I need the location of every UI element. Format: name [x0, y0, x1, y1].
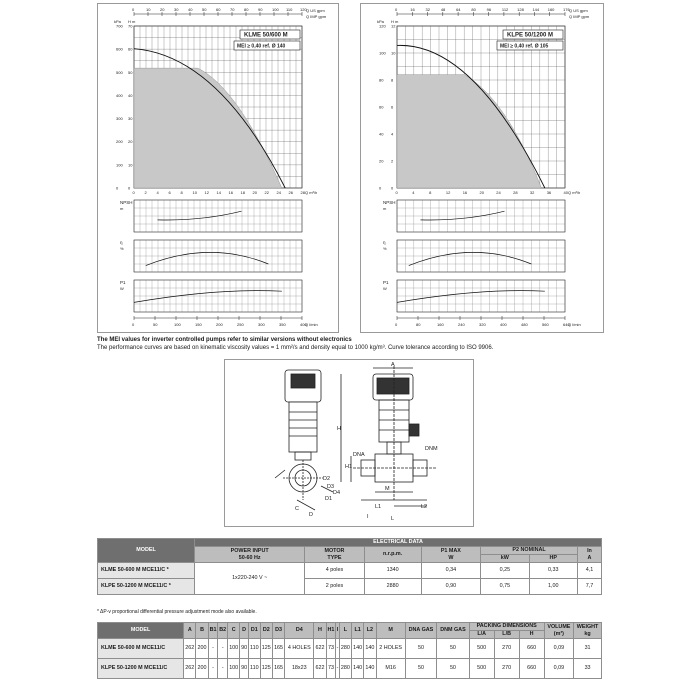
- row-volume: 0,09: [544, 639, 574, 659]
- kpa-tick-label: 500: [116, 69, 123, 75]
- bottom-axis-tick-label: 50: [153, 322, 158, 327]
- col-model: MODEL: [98, 539, 195, 563]
- kpa-tick-label: 100: [379, 50, 386, 56]
- mei-label: MEI ≥ 0,40 ref. Ø 105: [500, 43, 549, 50]
- dim-col-d4: D4: [285, 623, 314, 639]
- q-tick-label: 16: [462, 190, 468, 195]
- q-tick-label: 32: [529, 190, 535, 195]
- row-packing: 500: [469, 639, 494, 659]
- h-tick-label: 40: [128, 92, 133, 98]
- npsh-plot-unit: m: [120, 206, 124, 211]
- row-p1: 0,90: [421, 579, 481, 595]
- row-packing: 660: [519, 659, 544, 679]
- row-cell: -: [218, 639, 228, 659]
- row-cell: 200: [196, 639, 208, 659]
- row-cell: 4 HOLES: [285, 639, 314, 659]
- dim-col-packing-sub: L/A: [469, 631, 494, 639]
- q-unit: Q m³/h: [305, 190, 318, 195]
- bottom-axis-tick-label: 240: [458, 322, 465, 327]
- row-cell: 140: [352, 659, 364, 679]
- row-cell: 18x23: [285, 659, 314, 679]
- row-rpm: 1340: [364, 563, 421, 579]
- p1-plot: [397, 280, 565, 312]
- top-axis-tick-label: 128: [517, 7, 524, 12]
- dim-col-weight: WEIGHT kg: [574, 623, 602, 639]
- row-cell: 90: [240, 639, 249, 659]
- q-tick-label: 26: [288, 190, 293, 195]
- row-cell: 100: [228, 639, 240, 659]
- dim-label-c: C: [295, 506, 299, 512]
- top-axis-tick-label: 10: [146, 7, 151, 12]
- h-tick-label: 2: [391, 158, 394, 164]
- top-axis-tick-label: 144: [532, 7, 540, 12]
- top-axis-unit: Q US gpm: [306, 8, 325, 13]
- top-axis-tick-label: 16: [410, 7, 415, 12]
- technical-drawing-panel: [224, 359, 474, 527]
- pump-dimension-drawing: [225, 360, 473, 526]
- row-cell: 125: [260, 659, 272, 679]
- q-tick-label: 12: [204, 190, 209, 195]
- row-weight: 31: [574, 639, 602, 659]
- row-cell: 200: [196, 659, 208, 679]
- top-axis-tick-label: 176: [563, 7, 570, 12]
- dim-col-dnm-gas: DNM GAS: [437, 623, 469, 639]
- kpa-unit: kPa: [114, 19, 121, 24]
- row-cell: -: [336, 639, 339, 659]
- h-tick-label: 60: [128, 46, 133, 52]
- row-cell: 110: [248, 659, 260, 679]
- dim-col-m: M: [376, 623, 405, 639]
- dim-col-l2: L2: [364, 623, 376, 639]
- efficiency-plot-label: η: [120, 240, 123, 245]
- top-axis-tick-label: 112: [501, 7, 509, 12]
- q-tick-label: 4: [412, 190, 415, 195]
- q-tick-label: 4: [156, 190, 159, 195]
- row-cell: 622: [314, 639, 326, 659]
- bottom-axis-tick-label: 320: [479, 322, 486, 327]
- q-tick-label: 28: [513, 190, 518, 195]
- kpa-tick-label: 80: [379, 77, 384, 83]
- dimensions-table: [97, 622, 602, 679]
- dim-label-d2: D2: [323, 476, 331, 482]
- dim-col-a: A: [184, 623, 196, 639]
- dim-col-packing: PACKING DIMENSIONS: [469, 623, 544, 631]
- q-tick-label: 14: [216, 190, 221, 195]
- row-packing: 660: [519, 639, 544, 659]
- q-tick-label: 36: [546, 190, 552, 195]
- dim-label-h1: H1: [345, 464, 353, 470]
- top-axis-tick-label: 80: [471, 7, 476, 12]
- table-row: [98, 563, 602, 579]
- bottom-axis-tick-label: 160: [437, 322, 444, 327]
- row-model: KLPE 50-1200 M MCE11/C *: [98, 579, 195, 595]
- h-tick-label: 6: [391, 104, 394, 110]
- mei-label: MEI ≥ 0,40 ref. Ø 140: [237, 43, 286, 50]
- dim-col-c: C: [228, 623, 240, 639]
- bottom-axis-tick-label: 400: [500, 322, 507, 327]
- electrical-data-table: [97, 538, 602, 595]
- row-cell: 110: [248, 639, 260, 659]
- bottom-axis-tick-label: 100: [174, 322, 181, 327]
- h-unit: H m: [391, 19, 399, 24]
- q-tick-label: 2: [144, 190, 147, 195]
- row-model: KLME 50-600 M MCE11/C *: [98, 563, 195, 579]
- row-cell: 165: [272, 639, 284, 659]
- h-tick-label: 0: [391, 185, 394, 191]
- row-cell: 165: [272, 659, 284, 679]
- electrical-title: ELECTRICAL DATA: [195, 539, 602, 547]
- dim-col-packing-sub: H: [519, 631, 544, 639]
- dim-label-l2: L2: [421, 504, 428, 510]
- q-tick-label: 22: [264, 190, 269, 195]
- top-axis-tick-label: 50: [202, 7, 207, 12]
- kpa-tick-label: 40: [379, 131, 384, 137]
- p1-plot-unit: W: [383, 286, 387, 291]
- dim-col-i: I: [336, 623, 339, 639]
- bottom-axis-tick-label: 80: [416, 322, 421, 327]
- row-cell: 262: [184, 659, 196, 679]
- row-model: KLPE 50-1200 M MCE11/C: [98, 659, 184, 679]
- dim-col-d: D: [240, 623, 249, 639]
- bottom-axis-tick-label: 480: [521, 322, 528, 327]
- performance-note: The performance curves are based on kinematic viscosity values = 1 mm²/s and density equal to 1000 kg/m³. Curve tolerance according to ISO 9906.: [97, 345, 494, 351]
- q-tick-label: 0: [395, 190, 398, 195]
- kpa-tick-label: 0: [379, 185, 382, 191]
- top-axis-tick-label: 70: [230, 7, 235, 12]
- performance-chart-klpe: [361, 4, 603, 332]
- kpa-tick-label: 600: [116, 46, 123, 52]
- p1-plot-label: P1: [383, 280, 389, 285]
- dim-col-dna-gas: DNA GAS: [405, 623, 436, 639]
- row-cell: M16: [376, 659, 405, 679]
- dim-col-l1: L1: [352, 623, 364, 639]
- kpa-tick-label: 700: [116, 23, 123, 29]
- npsh-plot-label: NPSH: [120, 200, 133, 205]
- chart-panel-left: [97, 3, 339, 333]
- dim-col-d1: D1: [248, 623, 260, 639]
- p1-plot: [134, 280, 302, 312]
- top-axis-tick-label: 110: [286, 7, 293, 12]
- h-tick-label: 20: [128, 139, 133, 145]
- dim-col-l: L: [339, 623, 351, 639]
- p1-plot-curve: [134, 291, 282, 303]
- row-model: KLME 50-600 M MCE11/C: [98, 639, 184, 659]
- row-cell: 140: [364, 659, 376, 679]
- top-axis-tick-label: 160: [547, 7, 555, 12]
- operating-range-area: [397, 75, 541, 188]
- h-tick-label: 50: [128, 69, 133, 75]
- top-axis-tick-label: 0: [132, 7, 135, 12]
- top-axis-tick-label: 80: [244, 7, 249, 12]
- table-row: [98, 639, 602, 659]
- dim-col-d2: D2: [260, 623, 272, 639]
- kpa-tick-label: 200: [116, 139, 123, 145]
- dim-col-b2: B2: [218, 623, 228, 639]
- row-in: 7,7: [577, 579, 601, 595]
- top-axis-tick-label: 20: [160, 7, 165, 12]
- top-axis-tick-label: 0: [395, 7, 398, 12]
- row-hp: 0,33: [529, 563, 577, 579]
- kpa-tick-label: 300: [116, 116, 123, 122]
- row-cell: -: [218, 659, 228, 679]
- bottom-axis-tick-label: 0: [395, 322, 398, 327]
- col-rpm: n.r.p.m.: [364, 547, 421, 563]
- q-tick-label: 16: [228, 190, 233, 195]
- col-p2nom: P2 NOMINAL: [481, 547, 578, 555]
- row-in: 4,1: [577, 563, 601, 579]
- bottom-axis-tick-label: 300: [258, 322, 265, 327]
- q-tick-label: 28: [300, 190, 305, 195]
- h-tick-label: 12: [391, 23, 396, 29]
- dim-label-d3: D3: [327, 484, 335, 490]
- npsh-plot: [397, 200, 565, 232]
- bottom-axis-tick-label: 560: [542, 322, 549, 327]
- q-tick-label: 12: [445, 190, 451, 195]
- col-motor-type: MOTOR TYPE: [305, 547, 364, 563]
- dim-col-packing-sub: L/B: [494, 631, 519, 639]
- row-cell: -: [336, 659, 339, 679]
- row-kw: 0,25: [481, 563, 529, 579]
- row-cell: -: [208, 639, 218, 659]
- q-tick-label: 24: [496, 190, 501, 195]
- dim-label-i: I: [367, 514, 369, 520]
- dim-label-l: L: [391, 516, 395, 522]
- dim-label-dna: DNA: [353, 452, 365, 458]
- efficiency-plot: [397, 240, 565, 272]
- top-axis-tick-label: 90: [258, 7, 263, 12]
- row-cell: 73: [326, 639, 336, 659]
- top-axis-tick-label: 64: [456, 7, 461, 12]
- top-axis-tick-label: 30: [174, 7, 179, 12]
- dim-label-l1: L1: [375, 504, 382, 510]
- top-axis-tick-label: 40: [188, 7, 193, 12]
- dim-label-h: H: [337, 426, 341, 432]
- col-p1max: P1 MAX W: [421, 547, 481, 563]
- top-axis-unit: Q US gpm: [569, 8, 588, 13]
- bottom-axis-tick-label: 350: [279, 322, 286, 327]
- dim-col-volume: VOLUME (m³): [544, 623, 574, 639]
- row-cell: 280: [339, 639, 351, 659]
- q-unit: Q m³/h: [568, 190, 581, 195]
- row-power: 1x220-240 V ~: [195, 563, 305, 595]
- npsh-plot-unit: m: [383, 206, 387, 211]
- row-cell: 262: [184, 639, 196, 659]
- row-packing: 270: [494, 639, 519, 659]
- q-tick-label: 24: [276, 190, 281, 195]
- kpa-tick-label: 0: [116, 185, 119, 191]
- top-axis-tick-label: 48: [440, 7, 446, 12]
- col-power-input: POWER INPUT 50-60 Hz: [195, 547, 305, 563]
- row-cell: 100: [228, 659, 240, 679]
- bottom-axis-tick-label: 150: [195, 322, 202, 327]
- row-cell: 90: [240, 659, 249, 679]
- dim-col-h1: H1: [326, 623, 336, 639]
- q-tick-label: 20: [479, 190, 484, 195]
- row-cell: 280: [339, 659, 351, 679]
- dim-col-b: B: [196, 623, 208, 639]
- kpa-tick-label: 120: [379, 23, 386, 29]
- mei-note: The MEI values for inverter controlled pumps refer to similar versions without electronics: [97, 337, 352, 343]
- row-rpm: 2880: [364, 579, 421, 595]
- q-tick-label: 10: [192, 190, 197, 195]
- p1-plot-unit: W: [120, 286, 124, 291]
- bottom-axis-tick-label: 0: [132, 322, 135, 327]
- npsh-plot: [134, 200, 302, 232]
- top-axis-tick-label: 96: [486, 7, 492, 12]
- dim-col-b1: B1: [208, 623, 218, 639]
- dim-label-d1: D1: [325, 496, 333, 502]
- top-axis-tick-label: 100: [272, 7, 279, 12]
- bottom-axis-unit: Q l/min: [305, 322, 318, 327]
- kpa-tick-label: 400: [116, 92, 123, 98]
- row-cell: 125: [260, 639, 272, 659]
- row-weight: 33: [574, 659, 602, 679]
- top-axis-unit2: Q IMP gpm: [306, 14, 327, 19]
- top-axis-unit2: Q IMP gpm: [569, 14, 590, 19]
- efficiency-plot-curve: [146, 252, 269, 265]
- efficiency-plot-unit: %: [383, 246, 387, 251]
- h-tick-label: 0: [128, 185, 131, 191]
- dim-label-dnm: DNM: [425, 446, 438, 452]
- row-cell: 50: [437, 639, 469, 659]
- chart-panel-right: [360, 3, 604, 333]
- dim-label-m: M: [385, 486, 390, 492]
- row-motor: 4 poles: [305, 563, 364, 579]
- row-cell: 50: [405, 659, 436, 679]
- kpa-tick-label: 20: [379, 158, 384, 164]
- row-cell: 140: [364, 639, 376, 659]
- footnote: * ΔP-v proportional differential pressure adjustment mode also available.: [97, 609, 257, 615]
- efficiency-plot-curve: [409, 252, 532, 265]
- row-packing: 270: [494, 659, 519, 679]
- table-row: [98, 659, 602, 679]
- row-cell: 73: [326, 659, 336, 679]
- h-tick-label: 8: [391, 77, 394, 83]
- q-tick-label: 8: [429, 190, 432, 195]
- dim-label-d: D: [309, 512, 313, 518]
- q-tick-label: 18: [240, 190, 245, 195]
- row-cell: 140: [352, 639, 364, 659]
- bottom-axis-unit: Q l/min: [568, 322, 581, 327]
- bottom-axis-tick-label: 400: [300, 322, 307, 327]
- col-in: In A: [577, 547, 601, 563]
- bottom-axis-tick-label: 250: [237, 322, 244, 327]
- bottom-axis-tick-label: 200: [216, 322, 223, 327]
- row-p1: 0,34: [421, 563, 481, 579]
- q-tick-label: 6: [168, 190, 171, 195]
- h-unit: H m: [128, 19, 136, 24]
- q-tick-label: 20: [252, 190, 257, 195]
- row-motor: 2 poles: [305, 579, 364, 595]
- row-hp: 1,00: [529, 579, 577, 595]
- npsh-plot-label: NPSH: [383, 200, 396, 205]
- top-axis-tick-label: 32: [425, 7, 430, 12]
- row-volume: 0,09: [544, 659, 574, 679]
- npsh-plot-curve: [421, 211, 505, 220]
- row-cell: -: [208, 659, 218, 679]
- row-cell: 2 HOLES: [376, 639, 405, 659]
- h-tick-label: 4: [391, 131, 394, 137]
- dim-label-d4: D4: [333, 490, 341, 496]
- operating-range-area: [134, 68, 282, 188]
- performance-chart-klme: [98, 4, 338, 332]
- p1-plot-label: P1: [120, 280, 126, 285]
- row-cell: 50: [405, 639, 436, 659]
- dim-col-d3: D3: [272, 623, 284, 639]
- row-packing: 500: [469, 659, 494, 679]
- p1-plot-curve: [397, 291, 545, 303]
- row-cell: 622: [314, 659, 326, 679]
- dim-label-a: A: [391, 362, 395, 368]
- h-tick-label: 70: [128, 23, 133, 29]
- efficiency-plot-unit: %: [120, 246, 124, 251]
- h-tick-label: 10: [391, 50, 396, 56]
- dim-col-model: MODEL: [98, 623, 184, 639]
- kpa-tick-label: 60: [379, 104, 384, 110]
- model-label: KLPE 50/1200 M: [507, 32, 554, 39]
- kpa-unit: kPa: [377, 19, 384, 24]
- q-tick-label: 0: [132, 190, 135, 195]
- row-cell: 50: [437, 659, 469, 679]
- bottom-axis-tick-label: 640: [563, 322, 570, 327]
- table-row: [98, 579, 602, 595]
- row-kw: 0,75: [481, 579, 529, 595]
- dim-col-h: H: [314, 623, 326, 639]
- col-hp: HP: [529, 555, 577, 563]
- kpa-tick-label: 100: [116, 162, 123, 168]
- top-axis-tick-label: 120: [300, 7, 307, 12]
- h-tick-label: 30: [128, 116, 133, 122]
- q-tick-label: 8: [180, 190, 183, 195]
- q-tick-label: 40: [563, 190, 568, 195]
- efficiency-plot-label: η: [383, 240, 386, 245]
- model-label: KLME 50/600 M: [244, 32, 288, 39]
- top-axis-tick-label: 60: [216, 7, 221, 12]
- h-tick-label: 10: [128, 162, 133, 168]
- col-kw: kW: [481, 555, 529, 563]
- efficiency-plot: [134, 240, 302, 272]
